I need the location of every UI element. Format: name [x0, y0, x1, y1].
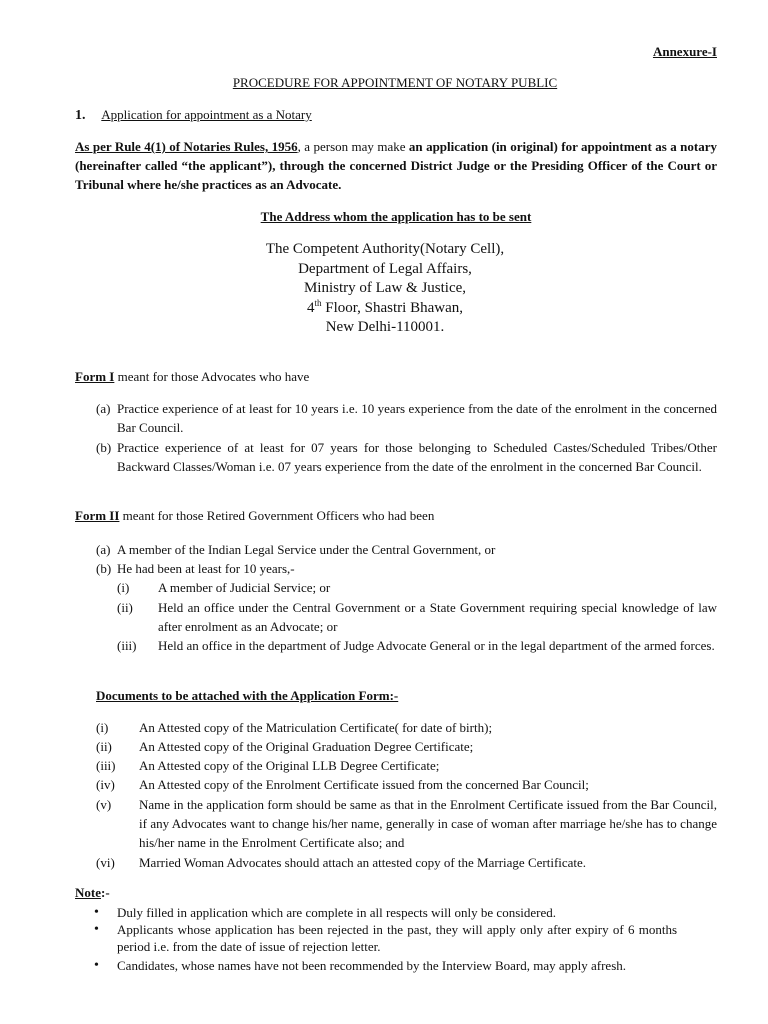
list-marker: (vi): [96, 855, 115, 870]
note-heading: [75, 885, 110, 901]
document-item: [96, 756, 717, 775]
list-text: He had been at least for 10 years,-: [117, 561, 295, 576]
floor-number: 4: [307, 299, 315, 316]
bullet-icon: •: [94, 958, 99, 973]
form1-label: Form I: [75, 369, 115, 384]
document-item: [96, 737, 717, 756]
list-text: A member of the Indian Legal Service under the Central Government, or: [117, 542, 496, 557]
floor-suffix: th: [314, 297, 322, 308]
sub-list-item: [117, 636, 717, 674]
form2-desc: meant for those Retired Government Officers who had been: [119, 508, 435, 523]
floor-text: Floor, Shastri Bhawan,: [321, 299, 463, 316]
list-text: An Attested copy of the Original LLB Degree Certificate;: [139, 758, 440, 773]
list-marker: (a): [96, 401, 111, 416]
address-block: [200, 240, 570, 338]
bullet-icon: •: [94, 922, 99, 937]
list-text: An Attested copy of the Enrolment Certificate issued from the concerned Bar Council;: [139, 777, 589, 792]
address-line: Department of Legal Affairs,: [298, 260, 472, 277]
list-marker: (iii): [96, 758, 116, 773]
sub-list-item: [117, 578, 717, 597]
address-line: Ministry of Law & Justice,: [303, 280, 467, 296]
form2-label: Form II: [75, 508, 120, 523]
intro-paragraph: [75, 137, 717, 194]
section-number: 1.: [75, 108, 86, 123]
document-item: [96, 775, 717, 794]
list-item: [96, 540, 717, 559]
address-line: [200, 299, 570, 319]
list-text: Held an office in the department of Judge Advocate General or in the legal department of the armed forces.: [158, 638, 715, 653]
list-item: [96, 399, 717, 437]
note-item: [94, 903, 717, 922]
form1-heading: [75, 369, 309, 385]
list-marker: (b): [96, 440, 112, 455]
list-marker: (ii): [117, 600, 133, 615]
list-text: Practice experience of at least for 07 years for those belonging to Scheduled Castes/Scheduled Tribes/Other Backward Classes/Woman i.e. 07 years experience from the date of the enrolment in the concerned Bar Council.: [117, 440, 717, 474]
list-item: [96, 438, 717, 495]
sub-list-item: [117, 598, 717, 636]
list-item: [96, 559, 717, 578]
list-text: Duly filled in application which are complete in all respects will only be considered.: [117, 905, 556, 920]
note-item: [94, 956, 717, 975]
form2-heading: [75, 508, 434, 524]
form1-desc: meant for those Advocates who have: [114, 369, 310, 384]
list-text: Married Woman Advocates should attach an attested copy of the Marriage Certificate.: [139, 855, 587, 870]
note-suffix: :-: [101, 885, 110, 900]
list-marker: (ii): [96, 739, 112, 754]
list-text: Held an office under the Central Government or a State Government requiring special knowledge of law after enrolment as an Advocate; or: [158, 600, 717, 634]
list-marker: (a): [96, 542, 111, 557]
list-marker: (i): [96, 720, 109, 735]
list-text: Applicants whose application has been rejected in the past, they will apply only after expiry of 6 months period i.e. from the date of issue of rejection letter.: [117, 922, 677, 954]
intro-text: , a person may make: [297, 139, 409, 154]
note-item: [94, 921, 717, 957]
document-item: [96, 853, 717, 872]
document-item: [96, 795, 717, 852]
annexure-label: Annexure-I: [652, 44, 717, 59]
list-marker: (i): [117, 580, 130, 595]
address-line: New Delhi-110001.: [325, 319, 445, 335]
list-marker: (iii): [117, 638, 137, 653]
list-text: Name in the application form should be same as that in the Enrolment Certificate issued from the Bar Council, if any Advocates want to change his/her name, generally in case of woman after marriage he/she has to change his/her name in the Enrolment Certificate also; and: [139, 797, 717, 850]
rule-reference: As per Rule 4(1) of Notaries Rules, 1956: [75, 139, 298, 154]
address-line: The Competent Authority(Notary Cell),: [265, 241, 505, 257]
page-title: PROCEDURE FOR APPOINTMENT OF NOTARY PUBLIC: [232, 75, 558, 90]
list-marker: (b): [96, 561, 112, 576]
bullet-icon: •: [94, 905, 99, 920]
intro-bold-text: an application (in original) for appointment as a notary (hereinafter called “the applicant”), through the concerned District Judge or the Presiding Officer of the Court or Tribunal where he/she practices as an Advocate.: [75, 139, 717, 192]
list-marker: (iv): [96, 777, 115, 792]
list-text: An Attested copy of the Original Graduation Degree Certificate;: [139, 739, 474, 754]
list-marker: (v): [96, 797, 112, 812]
address-heading: The Address whom the application has to be sent: [260, 209, 532, 224]
list-text: Candidates, whose names have not been recommended by the Interview Board, may apply afresh.: [117, 958, 626, 973]
note-label: Note: [75, 885, 101, 900]
section-title: Application for appointment as a Notary: [101, 107, 312, 122]
list-text: Practice experience of at least for 10 years i.e. 10 years experience from the date of the enrolment in the concerned Bar Council.: [117, 401, 717, 435]
list-text: An Attested copy of the Matriculation Certificate( for date of birth);: [139, 720, 493, 735]
document-item: [96, 718, 717, 737]
section-heading: [75, 107, 312, 124]
documents-heading: Documents to be attached with the Application Form:-: [96, 688, 399, 703]
list-text: A member of Judicial Service; or: [158, 580, 331, 595]
